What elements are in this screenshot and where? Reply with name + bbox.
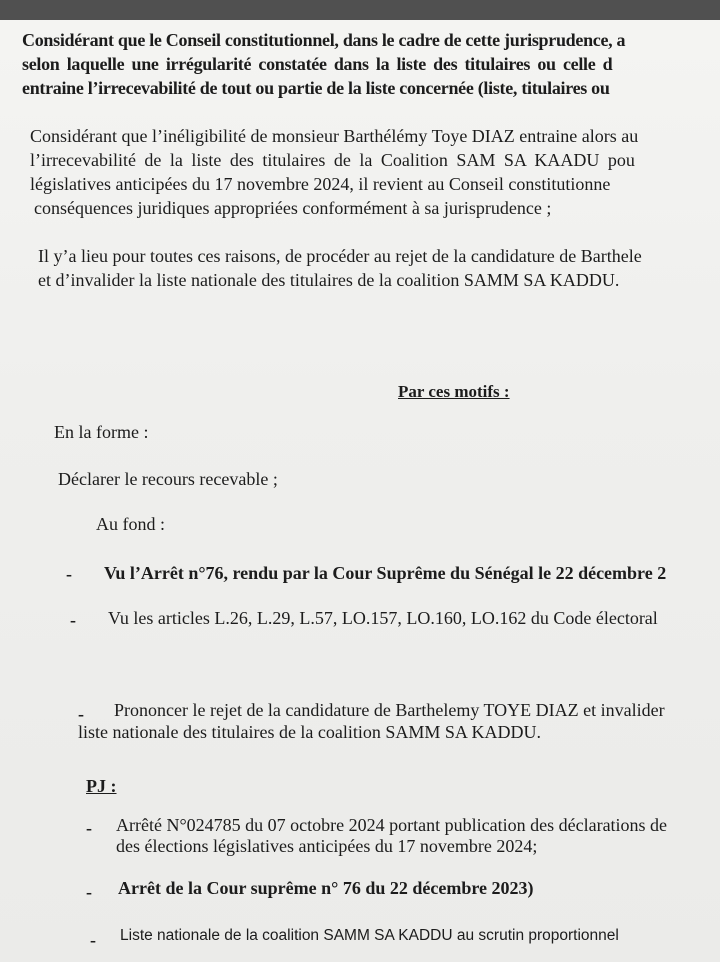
para3-line1: Il y’a lieu pour toutes ces raisons, de procéder au rejet de la candidature de Barthele bbox=[38, 246, 642, 266]
bullet-dash: - bbox=[90, 930, 96, 950]
para1-line3: entraine l’irrecevabilité de tout ou partie de la liste concernée (liste, titulaires ou bbox=[22, 78, 610, 98]
vu-arret-line: Vu l’Arrêt n°76, rendu par la Cour Suprême du Sénégal le 22 décembre 2 bbox=[104, 563, 667, 583]
prononcer-line1: Prononcer le rejet de la candidature de Barthelemy TOYE DIAZ et invalider bbox=[114, 700, 665, 720]
para2-line1: Considérant que l’inéligibilité de monsieur Barthélémy Toye DIAZ entraine alors au bbox=[30, 126, 639, 146]
fond-label: Au fond : bbox=[96, 514, 165, 534]
para2-line2: l’irrecevabilité de la liste des titulaires de la Coalition SAM SA KAADU pou bbox=[30, 150, 635, 170]
pj-item2: Arrêt de la Cour suprême n° 76 du 22 décembre 2023) bbox=[118, 878, 534, 898]
vu-articles-line: Vu les articles L.26, L.29, L.57, LO.157, LO.160, LO.162 du Code électoral bbox=[108, 608, 658, 628]
pj-label: PJ : bbox=[86, 776, 117, 796]
pj-item3: Liste nationale de la coalition SAMM SA KADDU au scrutin proportionnel bbox=[120, 927, 619, 944]
bullet-dash: - bbox=[86, 882, 92, 902]
para1-line2: selon laquelle une irrégularité constatée dans la liste des titulaires ou celle d bbox=[22, 54, 613, 74]
para1-line1: Considérant que le Conseil constitutionnel, dans le cadre de cette jurisprudence, a bbox=[22, 30, 626, 50]
para3-line2: et d’invalider la liste nationale des titulaires de la coalition SAMM SA KADDU. bbox=[38, 270, 620, 290]
recours-line: Déclarer le recours recevable ; bbox=[58, 469, 278, 489]
bullet-dash: - bbox=[86, 818, 92, 838]
pj-item1-line2: des élections législatives anticipées du 17 novembre 2024; bbox=[116, 836, 538, 856]
prononcer-line2: liste nationale des titulaires de la coalition SAMM SA KADDU. bbox=[78, 722, 541, 742]
para2-line4: conséquences juridiques appropriées conformément à sa jurisprudence ; bbox=[34, 198, 552, 218]
bullet-dash: - bbox=[78, 704, 84, 724]
motifs-heading: Par ces motifs : bbox=[398, 382, 510, 401]
para2-line3: législatives anticipées du 17 novembre 2024, il revient au Conseil constitutionne bbox=[30, 174, 611, 194]
bullet-dash: - bbox=[66, 564, 72, 584]
top-bar bbox=[0, 0, 720, 20]
document-page bbox=[0, 20, 720, 962]
pj-item1-line1: Arrêté N°024785 du 07 octobre 2024 portant publication des déclarations de bbox=[116, 815, 668, 835]
bullet-dash: - bbox=[70, 610, 76, 630]
forme-label: En la forme : bbox=[54, 422, 149, 442]
